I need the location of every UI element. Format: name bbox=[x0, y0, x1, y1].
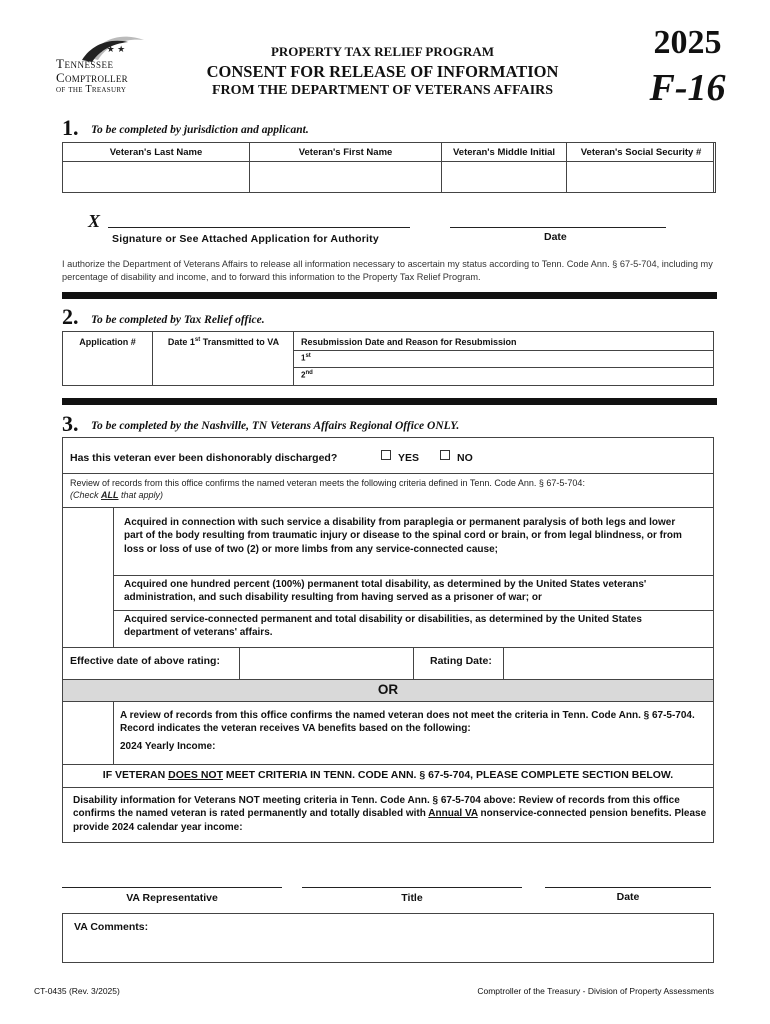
signature-label: Signature or See Attached Application for Authority bbox=[112, 233, 379, 245]
section-3-heading: To be completed by the Nashville, TN Veterans Affairs Regional Office ONLY. bbox=[91, 420, 460, 432]
signoff-date-line[interactable] bbox=[545, 887, 711, 888]
authorization-text: I authorize the Department of Veterans Affairs to release all information necessary to ascertain my status according to Tenn. Code Ann. § 67-5-704, including my percentage of disability and income, and to forward this information to the Property Tax Relief Program. bbox=[62, 259, 713, 282]
col-resubmission: Resubmission Date and Reason for Resubmission bbox=[301, 337, 517, 347]
no-checkbox[interactable] bbox=[440, 450, 450, 460]
tax-relief-table bbox=[62, 331, 714, 386]
resubmission-row-1-label: 1st bbox=[301, 353, 311, 363]
date-label: Date bbox=[544, 231, 567, 243]
signature-line[interactable] bbox=[108, 227, 410, 228]
comptroller-logo bbox=[52, 30, 152, 100]
criteria-3-text: Acquired service-connected permanent and total disability or disabilities, as determined by the United States department of veterans' affairs. bbox=[124, 614, 642, 639]
name-header-divider bbox=[63, 161, 713, 162]
form-code: F-16 bbox=[649, 67, 726, 109]
footer-division: Comptroller of the Treasury - Division of Property Assessments bbox=[477, 986, 714, 996]
logo-line-2: Comptroller bbox=[56, 70, 128, 85]
criteria-1-text: Acquired in connection with such service a disability from paraplegia or permanent paralysis of both legs and lower part of the body resulting from traumatic injury or disease to the spinal cord or brain, or from legal blindness, or from loss or loss of use of two (2) or more limbs from any service-connected cause; bbox=[124, 517, 682, 555]
logo-line-3: of the Treasury bbox=[56, 84, 127, 95]
not-meet-text: A review of records from this office confirms the named veteran does not meet the criteria in Tenn. Code Ann. § 67-5-704. Record indicates the veteran receives VA benefits based on the following: bbox=[120, 710, 695, 735]
application-number-input[interactable] bbox=[65, 351, 150, 383]
resubmission-1-input[interactable] bbox=[318, 351, 710, 366]
yes-label: YES bbox=[398, 452, 420, 464]
signoff-date-label: Date bbox=[616, 891, 640, 903]
section-2-heading: To be completed by Tax Relief office. bbox=[91, 314, 265, 326]
col-first-name: Veteran's First Name bbox=[298, 147, 393, 158]
title-line[interactable] bbox=[302, 887, 522, 888]
va-representative-line[interactable] bbox=[62, 887, 282, 888]
ssn-input[interactable] bbox=[569, 164, 713, 191]
effective-date-label: Effective date of above rating: bbox=[70, 655, 220, 667]
dishonorable-question: Has this veteran ever been dishonorably discharged? bbox=[70, 452, 338, 464]
svg-text:★ ★ ★: ★ ★ ★ bbox=[96, 44, 126, 54]
first-name-input[interactable] bbox=[252, 164, 438, 191]
form-year: 2025 bbox=[653, 24, 722, 61]
logo-line-1: Tennessee bbox=[56, 56, 114, 71]
va-representative-label: VA Representative bbox=[126, 892, 218, 904]
check-all-instruction: (Check ALL that apply) bbox=[70, 490, 164, 500]
resubmission-2-input[interactable] bbox=[318, 368, 710, 383]
rating-date-input[interactable] bbox=[505, 649, 711, 678]
col-last-name: Veteran's Last Name bbox=[109, 147, 203, 158]
va-comments-box[interactable] bbox=[62, 913, 714, 963]
form-title-line-1: CONSENT FOR RELEASE OF INFORMATION bbox=[206, 62, 559, 81]
resubmission-row-2-label: 2nd bbox=[301, 370, 313, 380]
veteran-name-table bbox=[62, 142, 714, 193]
form-title-line-2: FROM THE DEPARTMENT OF VETERANS AFFAIRS bbox=[211, 83, 554, 98]
criteria-2-text: Acquired one hundred percent (100%) permanent total disability, as determined by the United States veterans' administration, and such disability resulting from having served as a prisoner of war; or bbox=[124, 579, 647, 604]
yearly-income-label: 2024 Yearly Income: bbox=[120, 741, 216, 752]
col-application-number: Application # bbox=[79, 337, 136, 347]
col-middle-initial: Veteran's Middle Initial bbox=[452, 147, 556, 158]
criteria-2-checkbox-cell[interactable] bbox=[63, 576, 113, 610]
title-label: Title bbox=[401, 892, 423, 904]
criteria-1-checkbox-cell[interactable] bbox=[63, 508, 113, 575]
middle-initial-input[interactable] bbox=[444, 164, 564, 191]
section-3-number: 3. bbox=[62, 411, 79, 436]
last-name-input[interactable] bbox=[65, 164, 247, 191]
or-label: OR bbox=[377, 682, 399, 697]
program-name: PROPERTY TAX RELIEF PROGRAM bbox=[270, 44, 495, 59]
va-comments-label: VA Comments: bbox=[74, 921, 149, 933]
section-below-instruction: IF VETERAN DOES NOT MEET CRITERIA IN TENN. CODE ANN. § 67-5-704, PLEASE COMPLETE SECTION BELOW. bbox=[102, 769, 674, 781]
no-label: NO bbox=[457, 452, 473, 464]
criteria-3-checkbox-cell[interactable] bbox=[63, 611, 113, 647]
section-divider-2 bbox=[62, 398, 717, 405]
effective-date-input[interactable] bbox=[241, 649, 411, 678]
rating-date-label: Rating Date: bbox=[430, 655, 492, 667]
date-line[interactable] bbox=[450, 227, 666, 228]
section-1-heading: To be completed by jurisdiction and applicant. bbox=[91, 124, 309, 136]
date-transmitted-input[interactable] bbox=[155, 351, 290, 383]
section-2-number: 2. bbox=[62, 304, 79, 329]
section-1-number: 1. bbox=[62, 115, 79, 140]
signature-x-mark: X bbox=[88, 211, 101, 231]
section-divider-1 bbox=[62, 292, 717, 299]
yes-checkbox[interactable] bbox=[381, 450, 391, 460]
disability-info-text: Disability information for Veterans NOT meeting criteria in Tenn. Code Ann. § 67-5-704 above: Review of records from this office confirms the named veteran is rated permanently and totally disabled with Annual VA nonservice-connected pension benefits. Please provide 2024 calendar year income: bbox=[73, 795, 707, 833]
calendar-year-income-input[interactable] bbox=[73, 833, 709, 841]
criteria-review-text: Review of records from this office confirms the named veteran meets the following criteria defined in Tenn. Code Ann. § 67-5-704: bbox=[70, 478, 585, 488]
col-ssn: Veteran's Social Security # bbox=[580, 147, 702, 158]
not-meet-checkbox-cell[interactable] bbox=[63, 702, 113, 764]
footer-form-number: CT-0435 (Rev. 3/2025) bbox=[34, 986, 120, 996]
col-date-transmitted: Date 1st Transmitted to VA bbox=[167, 337, 280, 347]
va-office-table bbox=[62, 437, 714, 843]
